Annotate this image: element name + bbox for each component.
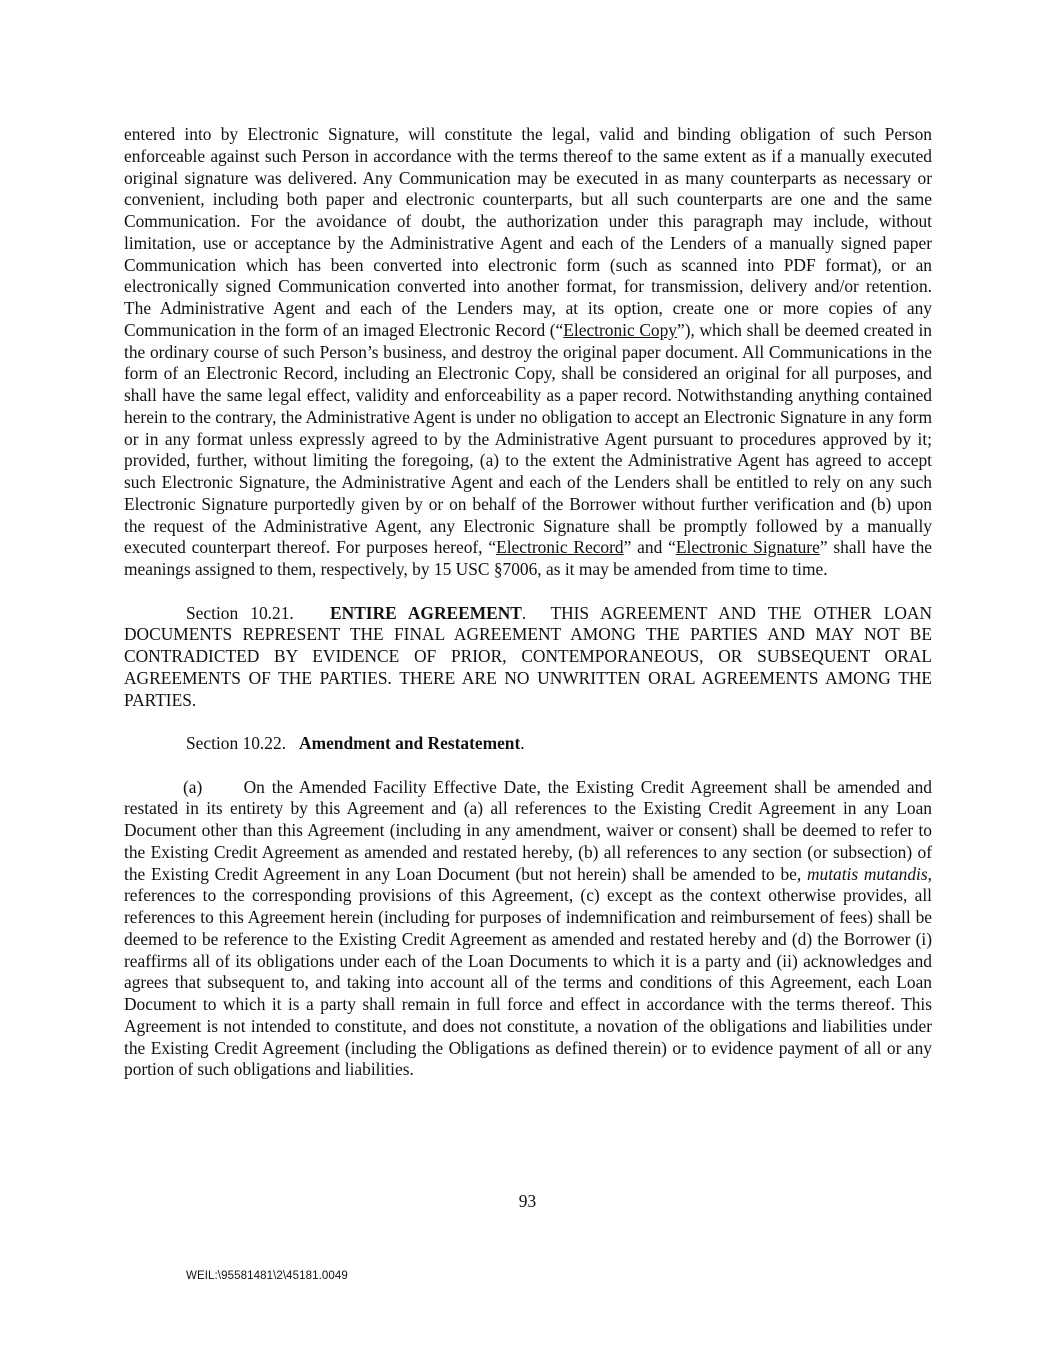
section-title: Amendment and Restatement <box>299 733 521 753</box>
document-id: WEIL:\95581481\2\45181.0049 <box>186 1270 348 1282</box>
defined-term-electronic-signature: Electronic Signature <box>675 537 820 558</box>
section-body: THIS AGREEMENT AND THE OTHER LOAN DOCUMENTS REPRESENT THE FINAL AGREEMENT AMONG THE PARTIES AND MAY NOT BE CONTRADICTED BY EVIDENCE OF PRIOR, CONTEMPORANEOUS, OR SUBSEQUENT ORAL AGREEMENTS OF THE PARTIES. THERE ARE NO UNWRITTEN ORAL AGREEMENTS AMONG THE PARTIES. <box>124 602 933 710</box>
section-10-22: Section 10.22. Amendment and Restatement. <box>186 733 525 753</box>
clause-text: , references to the corresponding provisions of this Agreement, (c) except as the context otherwise provides, all references to this Agreement herein (including for purposes of indemnification and reimbursement of fees) shall be deemed to be reference to the Existing Credit Agreement as amended and restated hereby and (d) the Borrower (i) reaffirms all of its obligations under each of the Loan Documents to which it is a party and (ii) acknowledges and agrees that subsequent to, and taking into account all of the terms and conditions of this Agreement, each Loan Document to which it is a party shall remain in full force and effect in accordance with the terms thereof. This Agreement is not intended to constitute, and does not constitute, a novation of the obligations and liabilities under the Existing Credit Agreement (including the Obligations as defined therein) or to evidence payment of all or any portion of such obligations and liabilities. <box>124 863 932 1080</box>
paragraph-text: ”), which shall be deemed created in the ordinary course of such Person’s business, and destroy the original paper document. All Communications in the form of an Electronic Record, including an Electronic Copy, shall be considered an original for all purposes, and shall have the same legal effect, validity and enforceability as a paper record. Notwithstanding anything contained herein to the contrary, the Administrative Agent is under no obligation to accept an Electronic Signature in any form or in any format unless expressly agreed to by the Administrative Agent pursuant to procedures approved by it; provided, further, without limiting the foregoing, (a) to the extent the Administrative Agent has agreed to accept such Electronic Signature, the Administrative Agent and each of the Lenders shall be entitled to rely on any such Electronic Signature purportedly given by or on behalf of the Borrower without further verification and (b) upon the request of the Administrative Agent, any Electronic Signature shall be promptly followed by a manually executed counterpart thereof. For purposes hereof, “ <box>124 319 932 558</box>
clause-label: (a) <box>183 776 203 797</box>
defined-term-electronic-record: Electronic Record <box>496 537 624 558</box>
clause-a <box>124 777 932 1082</box>
latin-term: mutatis mutandis <box>806 863 928 884</box>
section-10-21: Section 10.21. ENTIRE AGREEMENT. THIS AGREEMENT AND THE OTHER LOAN DOCUMENTS REPRESENT THE FINAL AGREEMENT AMONG THE PARTIES AND MAY NOT BE CONTRADICTED BY EVIDENCE OF PRIOR, CONTEMPORANEOUS, OR SUBSEQUENT ORAL AGREEMENTS OF THE PARTIES. THERE ARE NO UNWRITTEN ORAL AGREEMENTS AMONG THE PARTIES. <box>124 602 933 710</box>
clause-text: On the Amended Facility Effective Date, the Existing Credit Agreement shall be amended and restated in its entirety by this Agreement and (a) all references to the Existing Credit Agreement in any Loan Document other than this Agreement (including in any amendment, waiver or consent) shall be deemed to refer to the Existing Credit Agreement as amended and restated hereby, (b) all references to any section (or subsection) of the Existing Credit Agreement in any Loan Document (but not herein) shall be amended to be, <box>124 776 932 884</box>
document-body <box>124 124 932 1081</box>
electronic-signature-paragraph <box>124 124 932 581</box>
section-number: Section 10.22. <box>186 733 286 753</box>
page-number: 93 <box>518 1191 537 1211</box>
defined-term-electronic-copy: Electronic Copy <box>563 319 678 340</box>
paragraph-text: ” and “ <box>623 537 676 558</box>
section-number: Section 10.21. <box>186 602 294 623</box>
paragraph-text: ” shall have the meanings assigned to them, respectively, by 15 USC §7006, as it may be amended from time to time. <box>124 537 932 579</box>
section-title: ENTIRE AGREEMENT <box>330 602 522 623</box>
paragraph-text: entered into by Electronic Signature, will constitute the legal, valid and binding obligation of such Person enforceable against such Person in accordance with the terms thereof to the same extent as if a manually executed original signature was delivered. Any Communication may be executed in as many counterparts as necessary or convenient, including both paper and electronic counterparts, but all such counterparts are one and the same Communication. For the avoidance of doubt, the authorization under this paragraph may include, without limitation, use or acceptance by the Administrative Agent and each of the Lenders of a manually signed paper Communication which has been converted into electronic form (such as scanned into PDF format), or an electronically signed Communication converted into another format, for transmission, delivery and/or retention. The Administrative Agent and each of the Lenders may, at its option, create one or more copies of any Communication in the form of an imaged Electronic Record (“ <box>124 124 932 340</box>
